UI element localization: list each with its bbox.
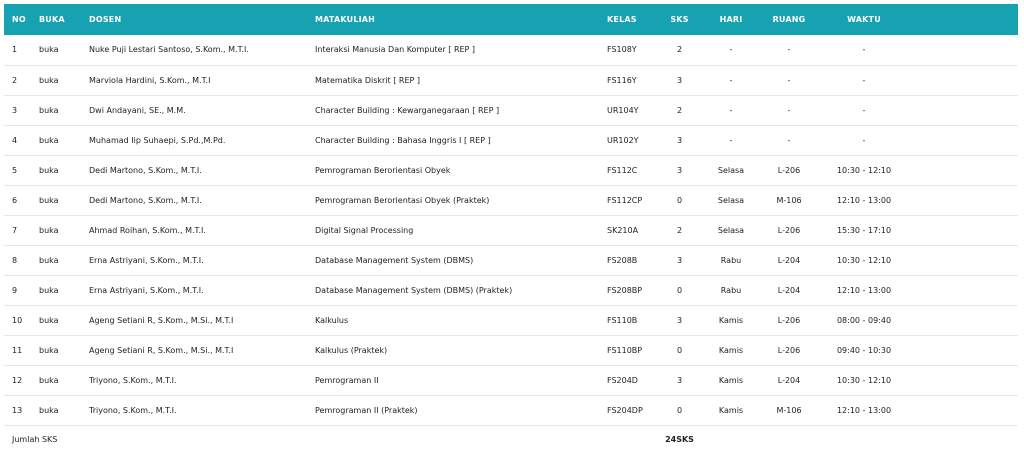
row-spacer [914,305,1018,335]
cell-ruang: - [787,45,791,55]
cell-no: 9 [12,285,18,295]
cell-hari: Kamis [718,405,744,415]
row-spacer [914,95,1018,125]
row-spacer [914,155,1018,185]
cell-dosen: Marviola Hardini, S.Kom., M.T.I [89,75,211,85]
table-row [4,335,1018,365]
row-spacer [914,215,1018,245]
cell-waktu: 12:10 - 13:00 [836,405,892,415]
cell-kelas: FS204D [607,375,638,385]
cell-buka: buka [39,105,59,115]
cell-ruang: M-106 [776,195,802,205]
header-no: NO [12,15,26,24]
cell-hari: Selasa [717,225,745,235]
cell-sks: 3 [676,255,683,265]
cell-waktu: 15:30 - 17:10 [836,225,892,235]
row-spacer [914,365,1018,395]
cell-buka: buka [39,225,59,235]
cell-matakuliah: Pemrograman Berorientasi Obyek [315,165,451,175]
cell-kelas: FS112CP [607,195,643,205]
cell-sks: 3 [676,165,683,175]
row-spacer [914,125,1018,155]
cell-sks: 2 [676,45,683,55]
cell-ruang: L-204 [777,375,801,385]
cell-kelas: FS112C [607,165,638,175]
cell-buka: buka [39,75,59,85]
header-matakuliah: MATAKULIAH [315,15,376,24]
cell-kelas: SK210A [607,225,639,235]
cell-dosen: Erna Astriyani, S.Kom., M.T.I. [89,255,204,265]
row-spacer [914,245,1018,275]
cell-buka: buka [39,165,59,175]
cell-dosen: Ageng Setiani R, S.Kom., M.Si., M.T.I [89,345,234,355]
total-sks-label: Jumlah SKS [12,434,58,444]
row-spacer [914,275,1018,305]
cell-no: 3 [12,105,18,115]
table-row [4,245,1018,275]
cell-hari: Kamis [718,315,744,325]
cell-kelas: FS116Y [607,75,637,85]
table-row [4,215,1018,245]
cell-waktu: - [862,135,866,145]
cell-no: 6 [12,195,18,205]
cell-no: 11 [12,345,23,355]
table-row [4,395,1018,425]
cell-ruang: L-206 [777,225,801,235]
cell-hari: Selasa [717,165,745,175]
cell-matakuliah: Digital Signal Processing [315,225,414,235]
row-spacer [914,335,1018,365]
cell-ruang: L-204 [777,285,801,295]
cell-sks: 0 [676,405,683,415]
cell-sks: 3 [676,135,683,145]
cell-kelas: FS110B [607,315,638,325]
cell-buka: buka [39,285,59,295]
cell-dosen: Muhamad Iip Suhaepi, S.Pd.,M.Pd. [89,135,226,145]
cell-dosen: Nuke Puji Lestari Santoso, S.Kom., M.T.I. [89,45,249,55]
cell-waktu: 10:30 - 12:10 [836,375,892,385]
cell-kelas: UR102Y [607,135,639,145]
cell-buka: buka [39,45,59,55]
cell-buka: buka [39,345,59,355]
cell-no: 10 [12,315,23,325]
cell-sks: 0 [676,285,683,295]
cell-dosen: Ageng Setiani R, S.Kom., M.Si., M.T.I [89,315,234,325]
cell-buka: buka [39,405,59,415]
cell-no: 12 [12,375,23,385]
cell-matakuliah: Kalkulus (Praktek) [315,345,388,355]
cell-buka: buka [39,375,59,385]
header-hari: HARI [719,15,743,24]
cell-waktu: - [862,75,866,85]
cell-no: 5 [12,165,18,175]
header-waktu: WAKTU [847,15,881,24]
schedule-table-container [4,4,1018,453]
cell-sks: 0 [676,195,683,205]
cell-sks: 3 [676,375,683,385]
cell-no: 7 [12,225,18,235]
table-row [4,155,1018,185]
cell-kelas: FS110BP [607,345,643,355]
cell-no: 8 [12,255,18,265]
cell-hari: - [729,135,733,145]
table-row [4,65,1018,95]
cell-hari: Selasa [717,195,745,205]
cell-waktu: - [862,105,866,115]
cell-ruang: - [787,135,791,145]
header-sks: SKS [670,15,689,24]
cell-hari: Kamis [718,375,744,385]
cell-dosen: Triyono, S.Kom., M.T.I. [89,405,177,415]
cell-sks: 2 [676,225,683,235]
cell-ruang: L-206 [777,315,801,325]
cell-kelas: FS208BP [607,285,643,295]
cell-hari: - [729,75,733,85]
cell-waktu: 08:00 - 09:40 [836,315,892,325]
cell-matakuliah: Character Building : Kewarganegaraan [ REP ] [315,105,500,115]
footer-spacer [698,425,1018,453]
header-row [4,4,1018,35]
cell-buka: buka [39,195,59,205]
schedule-table [4,4,1018,453]
table-body [4,35,1018,425]
cell-kelas: UR104Y [607,105,639,115]
total-sks-value: 24SKS [665,434,694,444]
table-row [4,305,1018,335]
cell-kelas: FS208B [607,255,638,265]
cell-dosen: Dedi Martono, S.Kom., M.T.I. [89,195,202,205]
cell-ruang: - [787,75,791,85]
cell-no: 2 [12,75,18,85]
cell-no: 4 [12,135,18,145]
cell-dosen: Dwi Andayani, SE., M.M. [89,105,186,115]
cell-ruang: L-206 [777,165,801,175]
table-row [4,275,1018,305]
header-dosen: DOSEN [89,15,122,24]
table-footer [4,425,1018,453]
cell-hari: - [729,45,733,55]
header-buka: BUKA [39,15,65,24]
cell-no: 1 [12,45,18,55]
cell-dosen: Erna Astriyani, S.Kom., M.T.I. [89,285,204,295]
cell-dosen: Triyono, S.Kom., M.T.I. [89,375,177,385]
cell-waktu: 10:30 - 12:10 [836,165,892,175]
cell-dosen: Dedi Martono, S.Kom., M.T.I. [89,165,202,175]
cell-sks: 3 [676,75,683,85]
table-row [4,125,1018,155]
cell-matakuliah: Matematika Diskrit [ REP ] [315,75,420,85]
cell-hari: - [729,105,733,115]
cell-matakuliah: Pemrograman Berorientasi Obyek (Praktek) [315,195,490,205]
cell-no: 13 [12,405,23,415]
header-spacer [914,4,1018,35]
row-spacer [914,185,1018,215]
cell-hari: Rabu [720,255,742,265]
header-kelas: KELAS [607,15,637,24]
cell-dosen: Ahmad Roihan, S.Kom., M.T.I. [89,225,206,235]
header-ruang: RUANG [772,15,806,24]
cell-ruang: L-206 [777,345,801,355]
cell-ruang: L-204 [777,255,801,265]
cell-hari: Rabu [720,285,742,295]
row-spacer [914,35,1018,65]
cell-matakuliah: Pemrograman II [315,375,379,385]
cell-ruang: - [787,105,791,115]
row-spacer [914,65,1018,95]
cell-waktu: 10:30 - 12:10 [836,255,892,265]
cell-waktu: 09:40 - 10:30 [836,345,892,355]
table-row [4,185,1018,215]
cell-hari: Kamis [718,345,744,355]
table-header [4,4,1018,35]
cell-kelas: FS108Y [607,45,637,55]
table-row [4,95,1018,125]
cell-waktu: 12:10 - 13:00 [836,285,892,295]
cell-buka: buka [39,315,59,325]
cell-waktu: - [862,45,866,55]
cell-matakuliah: Pemrograman II (Praktek) [315,405,418,415]
table-row [4,35,1018,65]
cell-sks: 3 [676,315,683,325]
cell-buka: buka [39,135,59,145]
table-row [4,365,1018,395]
cell-kelas: FS204DP [607,405,643,415]
cell-ruang: M-106 [776,405,802,415]
cell-matakuliah: Database Management System (DBMS) (Praktek) [315,285,513,295]
footer-row [4,425,1018,453]
cell-matakuliah: Character Building : Bahasa Inggris I [ REP ] [315,135,491,145]
cell-matakuliah: Kalkulus [315,315,349,325]
cell-sks: 2 [676,105,683,115]
cell-buka: buka [39,255,59,265]
cell-matakuliah: Interaksi Manusia Dan Komputer [ REP ] [315,45,476,55]
cell-sks: 0 [676,345,683,355]
cell-matakuliah: Database Management System (DBMS) [315,255,474,265]
cell-waktu: 12:10 - 13:00 [836,195,892,205]
row-spacer [914,395,1018,425]
